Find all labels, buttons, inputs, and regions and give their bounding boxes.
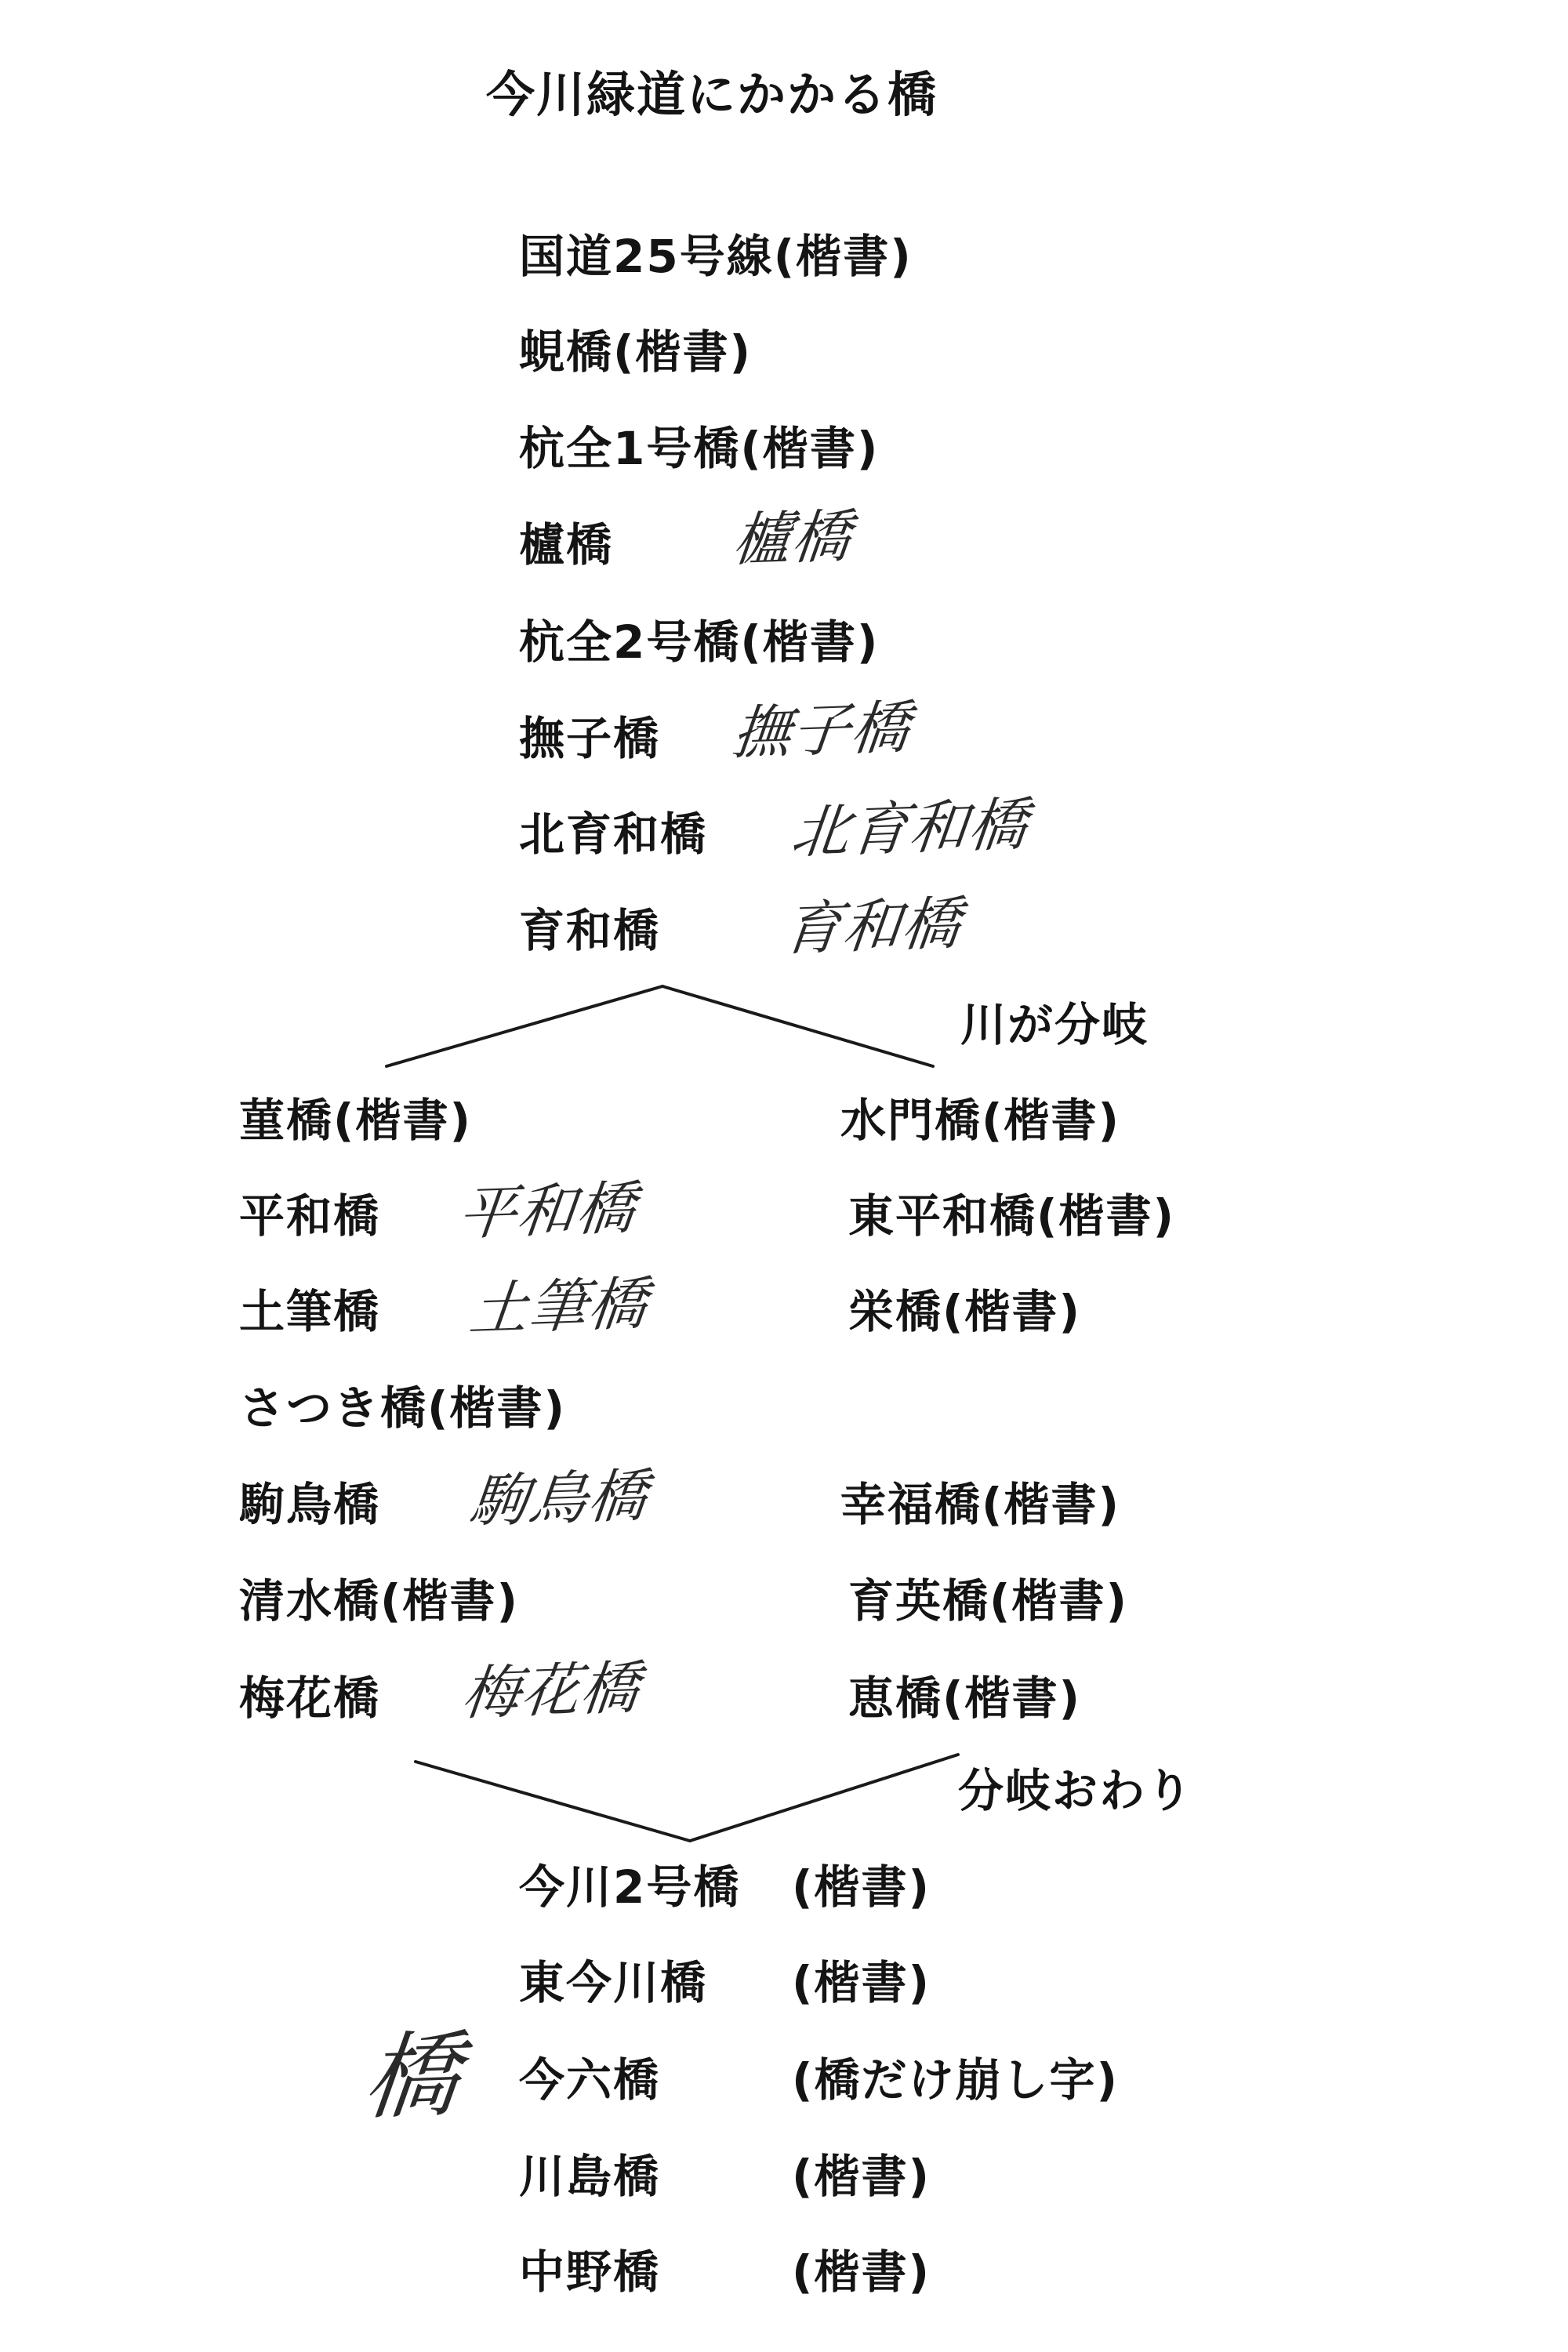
bridge-kawashima-note: (楷書) [792,2150,931,2203]
bridge-imaroku-note: (橋だけ崩し字) [792,2053,1120,2107]
bridge-koufuku: 幸福橋(楷書) [840,1478,1121,1531]
branch-line-right [662,986,933,1066]
bridge-imagawa2-note: (楷書) [792,1860,931,1914]
bridge-kawashima-name: 川島橋 [519,2150,661,2203]
bridge-shijimi: 蜆橋(楷書) [519,325,753,379]
bridge-ikuwa: 育和橋 [519,904,661,957]
handwriting-komadori: 駒鳥橋 [466,1462,652,1536]
bridge-kumata2: 杭全2号橋(楷書) [519,615,880,669]
bridge-megumi: 恵橋(楷書) [848,1671,1082,1725]
bridge-shimizu: 清水橋(楷書) [239,1574,520,1628]
bridge-sakae: 栄橋(楷書) [848,1285,1082,1338]
bridge-kokudo25: 国道25号線(楷書) [519,230,913,283]
bridge-ikuei: 育英橋(楷書) [848,1574,1129,1628]
bridge-imaroku-name: 今六橋 [519,2053,661,2107]
bridge-satsuki: さつき橋(楷書) [239,1381,567,1435]
bridge-nakano-note: (楷書) [792,2245,931,2299]
bridge-heiwa: 平和橋 [239,1189,381,1243]
merge-line-right [690,1755,958,1841]
handwriting-nadeshiko: 撫子橋 [728,694,914,768]
branch-label: 川が分岐 [960,998,1149,1051]
handwriting-ikuwa: 育和橋 [779,890,965,964]
bridge-nadeshiko: 撫子橋 [519,712,661,765]
bridge-kumata1: 杭全1号橋(楷書) [519,422,880,475]
handwriting-kitaikuwa: 北育和橋 [787,790,1032,867]
merge-label: 分岐おわり [958,1764,1194,1817]
bridge-haze: 櫨橋 [519,518,614,572]
bridge-nakano-name: 中野橋 [519,2245,661,2299]
bridge-higashiheiwa: 東平和橋(楷書) [848,1189,1176,1243]
bridge-higashiimagawa-note: (楷書) [792,1956,931,2009]
handwriting-kyo-char: 橋 [358,2020,466,2134]
bridge-tsukushi: 土筆橋 [239,1285,381,1338]
merge-line-left [416,1762,690,1841]
bridge-suimon: 水門橋(楷書) [840,1094,1121,1147]
page-title: 今川緑道にかかる橋 [486,66,938,123]
handwriting-haze: 櫨橋 [729,503,855,575]
handwriting-baika: 梅花橋 [458,1654,644,1728]
handwriting-tsukushi: 土筆橋 [466,1270,652,1344]
bridge-baika: 梅花橋 [239,1671,381,1725]
bridge-kitaikuwa: 北育和橋 [519,808,708,861]
bridge-higashiimagawa-name: 東今川橋 [519,1956,708,2009]
branch-line-left [387,986,662,1066]
bridge-imagawa2-name: 今川2号橋 [519,1860,741,1914]
bridge-sumire: 菫橋(楷書) [239,1094,473,1147]
handwriting-heiwa: 平和橋 [454,1174,640,1248]
bridge-komadori: 駒鳥橋 [239,1478,381,1531]
